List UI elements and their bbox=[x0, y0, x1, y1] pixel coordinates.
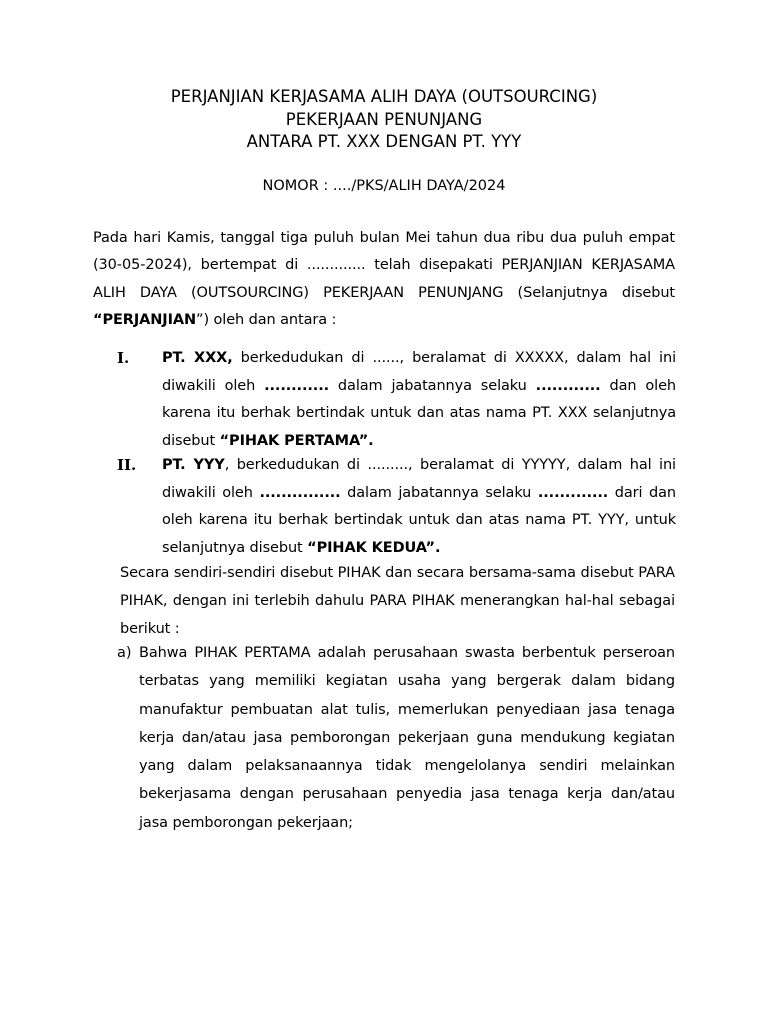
party-name: PT. YYY bbox=[162, 457, 225, 473]
party-text: dalam jabatannya selaku bbox=[329, 377, 536, 394]
document-number: NOMOR : ..../PKS/ALIH DAYA/2024 bbox=[262, 178, 506, 194]
representative-blank: ............ bbox=[264, 377, 330, 394]
party-number: II. bbox=[117, 456, 137, 474]
party-name: PT. XXX, bbox=[162, 350, 233, 366]
party-description bbox=[162, 452, 676, 562]
quote-open: “ bbox=[93, 312, 103, 329]
party-designation: “PIHAK KEDUA”. bbox=[307, 539, 441, 556]
representative-blank: ............... bbox=[259, 484, 341, 501]
position-blank: ............ bbox=[535, 377, 601, 394]
position-blank: ............. bbox=[537, 484, 609, 501]
recital-text: Bahwa PIHAK PERTAMA adalah perusahaan swasta berbentuk perseroan terbatas yang memiliki kegiatan usaha yang bergerak dalam bidang manufaktur pembuatan alat tulis, memerlukan penyediaan jasa tenaga kerja dan/atau jasa pemborongan pekerjaan guna mendukung kegiatan yang dalam pelaksanaannya tidak mengelolanya sendiri melainkan bekerjasama dengan perusahaan penyedia jasa tenaga kerja dan/atau jasa pemborongan pekerjaan; bbox=[139, 645, 675, 831]
intro-text: Pada hari Kamis, tanggal tiga puluh bulan Mei tahun dua ribu dua puluh empat (30-05-2024), bertempat di ............. telah disepakati PERJANJIAN KERJASAMA ALIH DAYA (OUTSOURCING) PEKERJAAN PENUNJANG (Selanjutnya disebut bbox=[93, 230, 675, 301]
summary-paragraph: Secara sendiri-sendiri disebut PIHAK dan secara bersama-sama disebut PARA PIHAK, dengan ini terlebih dahulu PARA PIHAK menerangkan hal-hal sebagai berikut : bbox=[120, 565, 675, 637]
agreement-term: PERJANJIAN bbox=[102, 312, 197, 329]
party-text: , berkedudukan di ........., beralamat di YYYYY, dalam hal ini diwakili oleh bbox=[162, 457, 676, 501]
party-description bbox=[162, 345, 676, 455]
party-text: berkedudukan di ......, beralamat di XXXXX, dalam hal ini diwakili oleh bbox=[162, 350, 676, 394]
party-text: dan oleh karena itu berhak bertindak untuk dan atas nama PT. XXX selanjutnya disebut bbox=[162, 377, 676, 449]
title-line: PERJANJIAN KERJASAMA ALIH DAYA (OUTSOURCING) bbox=[170, 87, 598, 106]
intro-paragraph bbox=[93, 225, 675, 335]
document-title bbox=[0, 86, 768, 154]
title-line: ANTARA PT. XXX DENGAN PT. YYY bbox=[246, 132, 522, 151]
recital-label: a) bbox=[117, 645, 132, 661]
intro-tail: ”) oleh dan antara : bbox=[196, 312, 337, 329]
title-line: PEKERJAAN PENUNJANG bbox=[285, 109, 483, 129]
party-designation: “PIHAK PERTAMA”. bbox=[219, 432, 374, 449]
party-text: dari dan oleh karena itu berhak bertindak untuk dan atas nama PT. YYY, untuk selanjutnya disebut bbox=[162, 484, 676, 556]
party-text: dalam jabatannya selaku bbox=[340, 484, 538, 501]
party-number: I. bbox=[117, 349, 130, 367]
